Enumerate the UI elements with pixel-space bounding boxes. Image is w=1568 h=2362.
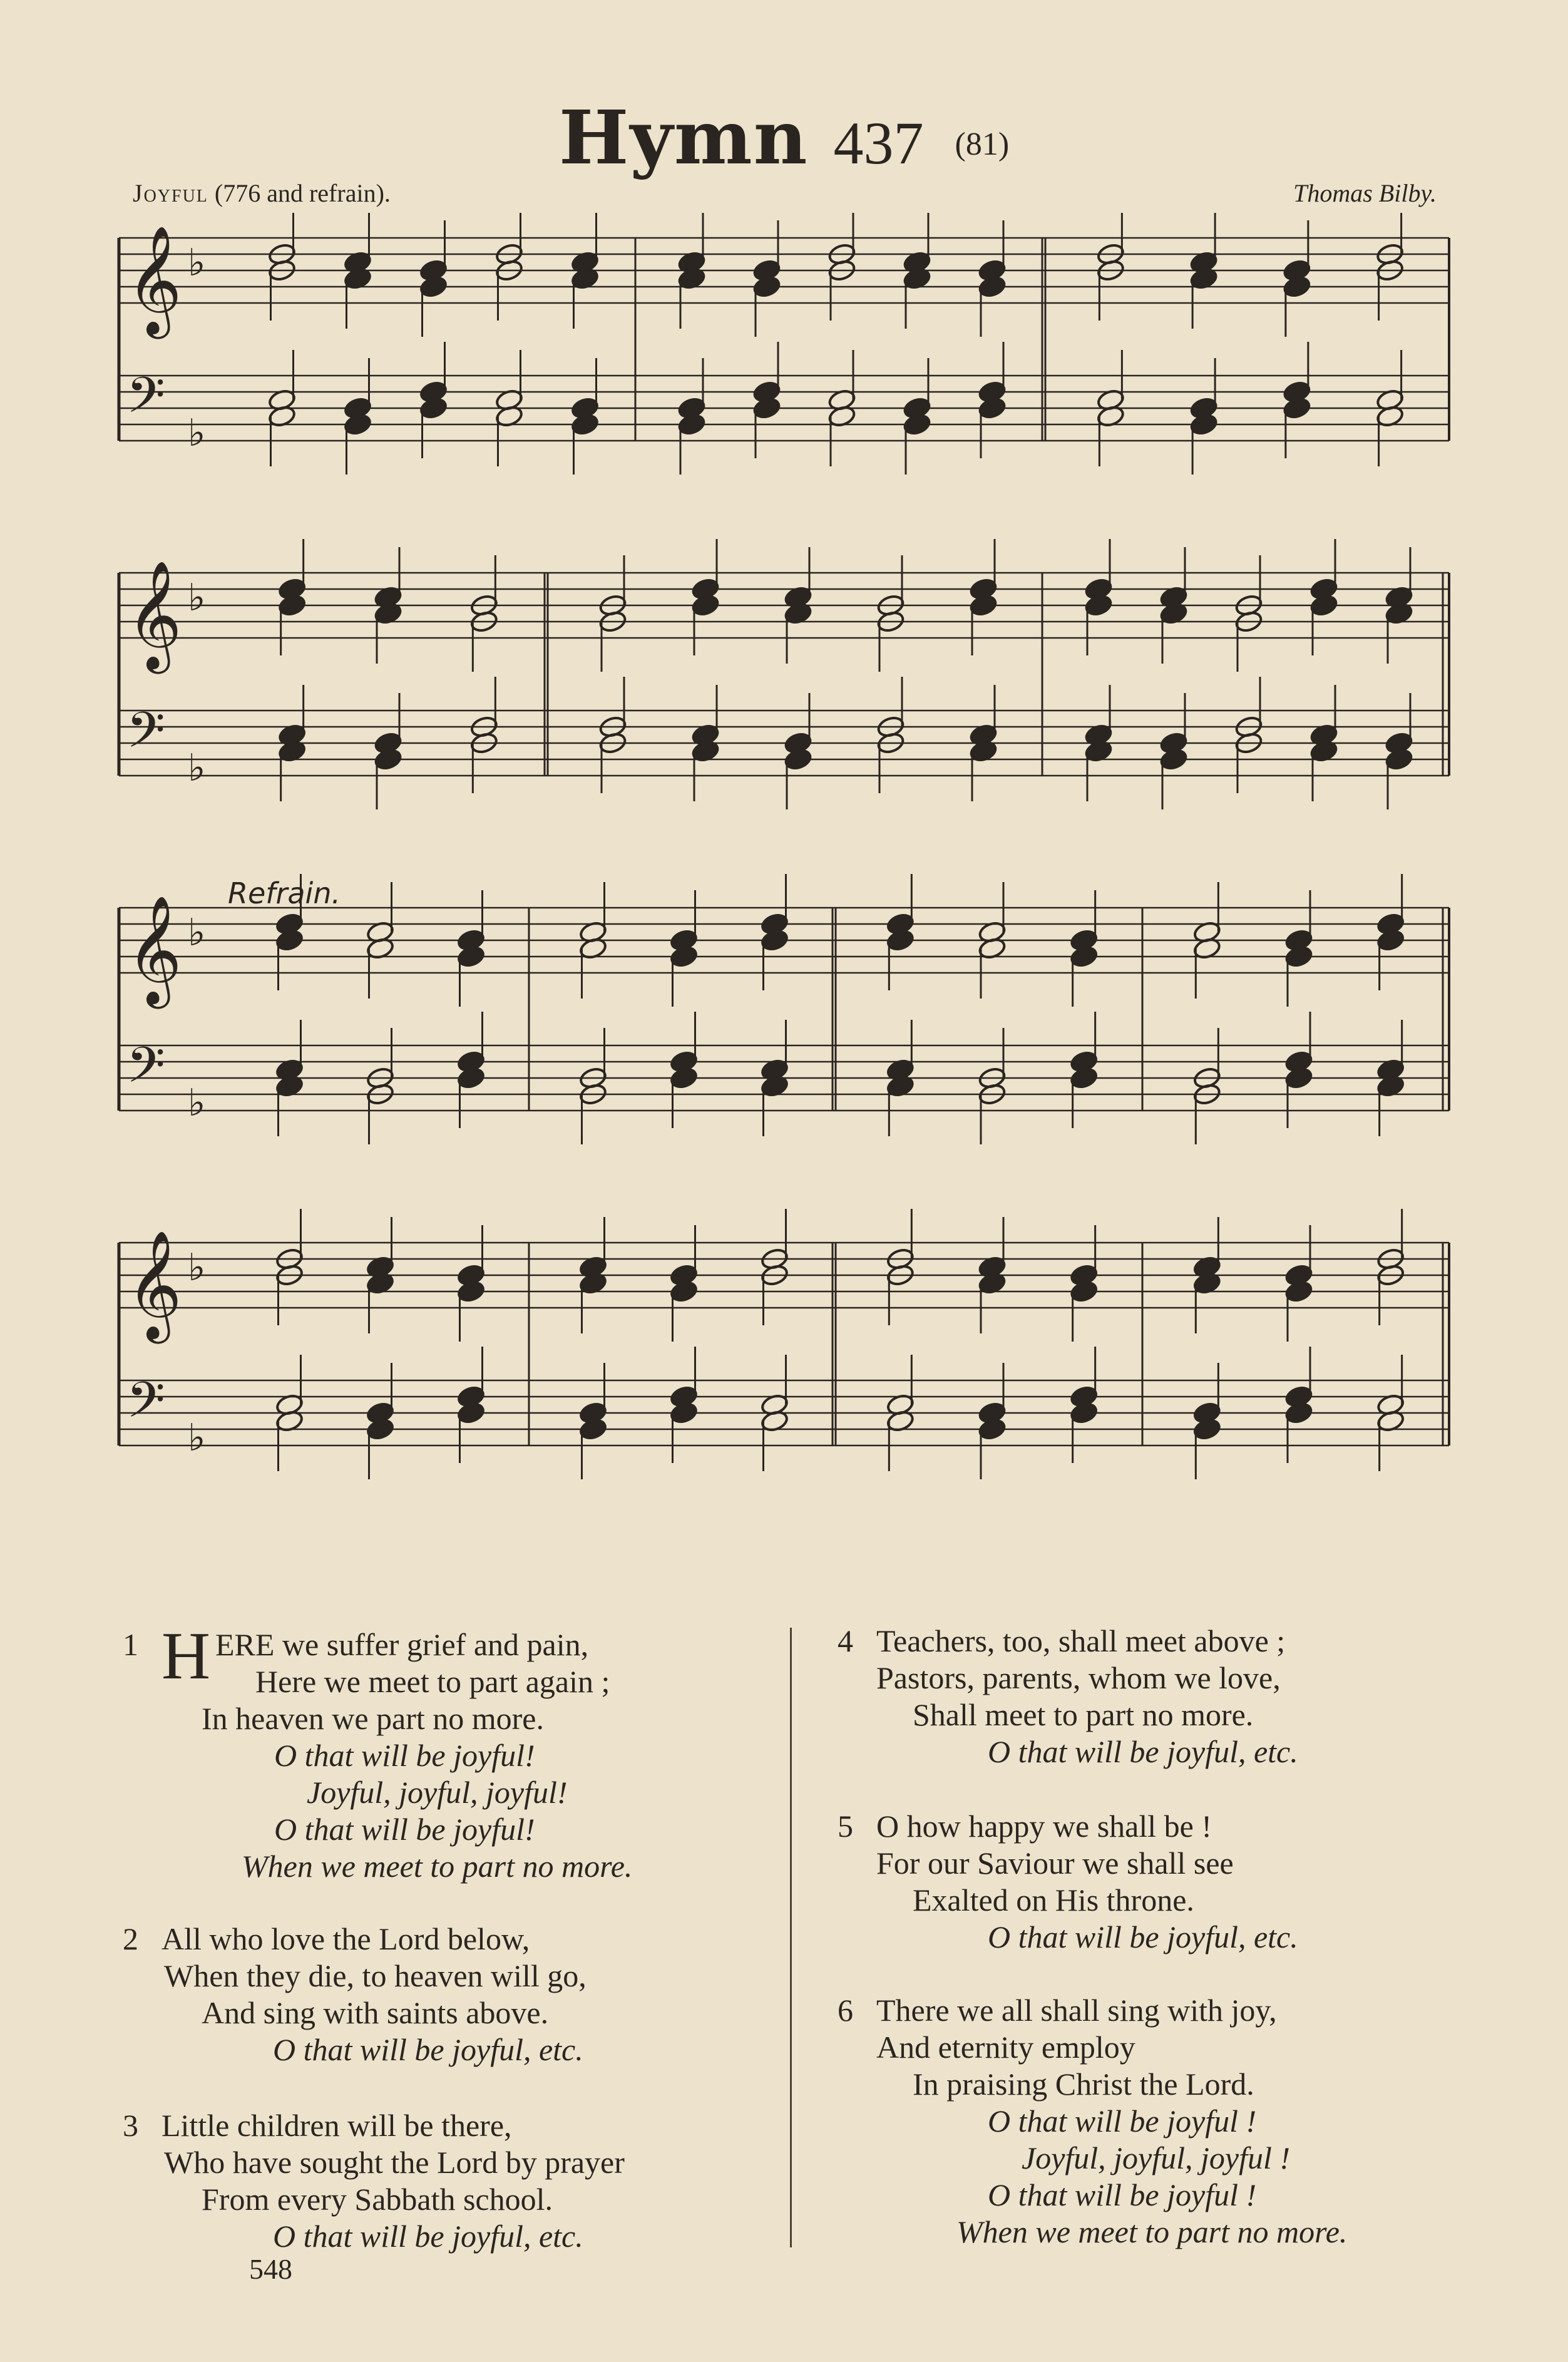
stanza-line: O how happy we shall be !	[876, 1809, 1212, 1844]
flat-icon: ♭	[188, 241, 206, 285]
stanza-line: O that will be joyful, etc.	[273, 2219, 583, 2254]
stanza-number: 2	[123, 1921, 138, 1956]
flat-icon: ♭	[188, 1416, 206, 1460]
treble-clef-icon: 𝄞	[126, 225, 182, 334]
stanza-line: Little children will be there,	[161, 2108, 512, 2143]
stanza-2	[123, 1921, 587, 2068]
stanza-line: Shall meet to part no more.	[913, 1697, 1254, 1732]
stanza-line: In heaven we part no more.	[202, 1701, 544, 1736]
author-name: Thomas Bilby.	[1293, 179, 1437, 207]
flat-icon: ♭	[188, 411, 206, 455]
stanza-number: 1	[123, 1627, 138, 1662]
stanza-line: All who love the Lord below,	[161, 1921, 530, 1956]
stanza-line: When we meet to part no more.	[956, 2214, 1348, 2249]
bass-clef-icon: 𝄢	[126, 366, 165, 436]
tune-name-word: Joyful	[133, 179, 208, 207]
flat-icon: ♭	[188, 746, 206, 790]
drop-cap: H	[161, 1619, 210, 1693]
stanza-line: O that will be joyful, etc.	[988, 1919, 1298, 1954]
stanza-line: When we meet to part no more.	[242, 1849, 633, 1884]
stanza-line: Teachers, too, shall meet above ;	[876, 1623, 1286, 1658]
hymn-reference: (81)	[955, 126, 1010, 162]
column-divider	[790, 1628, 792, 2247]
page-number: 548	[249, 2253, 292, 2285]
stanza-line: O that will be joyful !	[988, 2103, 1257, 2139]
stanza-line: From every Sabbath school.	[202, 2182, 553, 2217]
stanza-line: Who have sought the Lord by prayer	[164, 2145, 625, 2180]
stanza-3	[123, 2107, 625, 2255]
stanza-line: Exalted on His throne.	[913, 1882, 1194, 1918]
stanza-line: For our Saviour we shall see	[876, 1846, 1234, 1881]
stanza-line: O that will be joyful!	[274, 1738, 535, 1773]
bass-clef-icon: 𝄢	[126, 1371, 165, 1441]
stanza-line: O that will be joyful, etc.	[988, 1734, 1298, 1769]
bass-clef-icon: 𝄢	[126, 1036, 165, 1106]
hymn-number: 437	[833, 110, 924, 177]
stanza-line: When they die, to heaven will go,	[164, 1958, 587, 1993]
stanza-number: 3	[123, 2108, 138, 2143]
flat-icon: ♭	[188, 1246, 206, 1290]
stanza-line: Joyful, joyful, joyful!	[307, 1775, 568, 1810]
bass-clef-icon: 𝄢	[126, 701, 165, 771]
flat-icon: ♭	[188, 911, 206, 955]
flat-icon: ♭	[188, 576, 206, 620]
stanza-line: ERE we suffer grief and pain,	[215, 1627, 589, 1662]
stanza-line: O that will be joyful!	[274, 1812, 535, 1847]
stanza-1	[123, 1619, 633, 1885]
stanza-line: Here we meet to part again ;	[255, 1664, 610, 1699]
tune-detail: (776 and refrain).	[208, 179, 391, 207]
stanza-line: Joyful, joyful, joyful !	[1022, 2140, 1291, 2175]
hymn-title-word: Hymn	[558, 94, 809, 181]
stanza-line: In praising Christ the Lord.	[913, 2067, 1254, 2102]
stanza-line: And sing with saints above.	[202, 1995, 549, 2030]
stanza-line: There we all shall sing with joy,	[876, 1993, 1277, 2028]
refrain-label: Refrain.	[228, 876, 341, 910]
stanza-5	[838, 1808, 1298, 1956]
stanza-line: And eternity employ	[876, 2030, 1135, 2065]
stanza-4	[838, 1623, 1298, 1770]
stanza-line: O that will be joyful !	[988, 2177, 1257, 2212]
treble-clef-icon: 𝄞	[126, 895, 182, 1004]
treble-clef-icon: 𝄞	[126, 1230, 182, 1339]
stanza-line: O that will be joyful, etc.	[273, 2032, 583, 2067]
stanza-number: 4	[838, 1623, 853, 1658]
flat-icon: ♭	[188, 1081, 206, 1125]
treble-clef-icon: 𝄞	[126, 560, 182, 669]
stanza-line: Pastors, parents, whom we love,	[876, 1660, 1281, 1695]
stanza-6	[838, 1992, 1348, 2251]
stanza-number: 6	[838, 1993, 853, 2028]
stanza-number: 5	[838, 1809, 853, 1844]
